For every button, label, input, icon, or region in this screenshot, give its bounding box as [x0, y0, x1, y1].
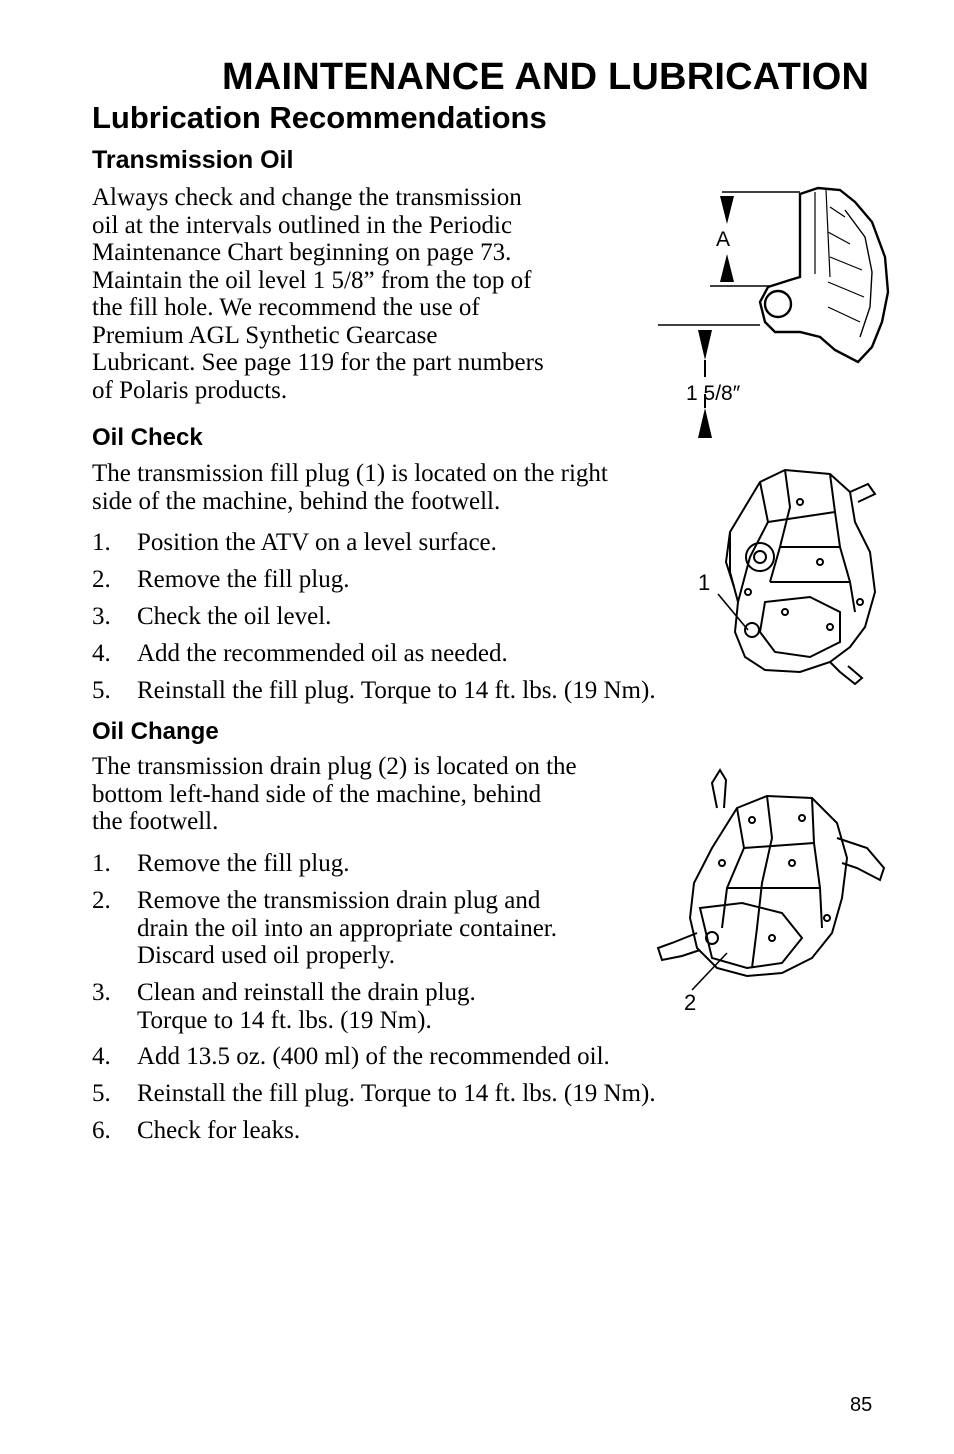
paragraph-line: side of the machine, behind the footwell.	[92, 487, 501, 515]
list-number: 5.	[92, 677, 111, 704]
list-text: Add the recommended oil as needed.	[137, 640, 508, 667]
oil-check-heading: Oil Check	[92, 424, 203, 451]
list-text-line: Discard used oil properly.	[137, 942, 396, 969]
list-number: 1.	[92, 850, 111, 877]
fill-hole	[765, 291, 791, 317]
list-number: 3.	[92, 603, 111, 630]
list-text: Add 13.5 oz. (400 ml) of the recommended oil.	[137, 1043, 610, 1070]
callout-1: 1	[698, 570, 711, 595]
chapter-title: MAINTENANCE AND LUBRICATION	[222, 56, 870, 98]
list-number: 2.	[92, 887, 111, 914]
list-text-line: Remove the transmission drain plug and	[137, 887, 541, 914]
list-text: Check for leaks.	[137, 1117, 301, 1144]
transmission-oil-paragraph	[92, 184, 544, 404]
paragraph-line: bottom left-hand side of the machine, behind	[92, 780, 542, 808]
oil-change-heading: Oil Change	[92, 718, 219, 745]
paragraph-line: The transmission fill plug (1) is located on the right	[92, 460, 608, 487]
list-text	[137, 887, 557, 970]
oil-change-paragraph	[92, 753, 577, 836]
paragraph-line: the fill hole. We recommend the use of	[92, 294, 480, 321]
paragraph-line: Maintenance Chart beginning on page 73.	[92, 239, 512, 266]
transmission-oil-heading: Transmission Oil	[92, 146, 294, 174]
list-number: 2.	[92, 566, 111, 593]
housing-outline	[760, 188, 888, 362]
list-text: Check the oil level.	[137, 603, 332, 630]
list-text	[137, 979, 476, 1034]
paragraph-line: the footwell.	[92, 808, 219, 835]
list-number: 1.	[92, 529, 111, 556]
list-number: 3.	[92, 979, 111, 1006]
label-measure: 1 5/8″	[686, 382, 741, 405]
section-title: Lubrication Recommendations	[92, 100, 547, 135]
list-text: Reinstall the fill plug. Torque to 14 ft. lbs. (19 Nm).	[137, 1080, 656, 1107]
callout-leader-line	[692, 953, 727, 990]
list-text-line: drain the oil into an appropriate container.	[137, 914, 557, 942]
label-a: A	[716, 228, 731, 251]
list-number: 4.	[92, 640, 111, 667]
paragraph-line: of Polaris products.	[92, 376, 288, 404]
paragraph-line: Lubricant. See page 119 for the part numbers	[92, 349, 544, 376]
paragraph-line: oil at the intervals outlined in the Periodic	[92, 211, 513, 239]
oil-check-paragraph	[92, 460, 608, 515]
transmission-left-side-figure	[652, 768, 892, 1018]
list-text: Remove the fill plug.	[137, 566, 350, 593]
list-number: 6.	[92, 1117, 111, 1144]
page-number: 85	[850, 1394, 873, 1416]
list-text-line: Clean and reinstall the drain plug.	[137, 979, 476, 1006]
paragraph-line: Always check and change the transmission	[92, 184, 522, 211]
list-number: 4.	[92, 1043, 111, 1070]
list-text: Position the ATV on a level surface.	[137, 529, 497, 556]
list-text: Reinstall the fill plug. Torque to 14 ft. lbs. (19 Nm).	[137, 677, 656, 704]
oil-level-diagram	[650, 182, 890, 444]
list-text: Remove the fill plug.	[137, 850, 350, 877]
paragraph-line: Maintain the oil level 1 5/8” from the top of	[92, 266, 532, 294]
callout-2: 2	[684, 990, 697, 1015]
list-number: 5.	[92, 1080, 111, 1107]
paragraph-line: Premium AGL Synthetic Gearcase	[92, 321, 438, 349]
housing-outline	[690, 796, 847, 976]
list-text-line: Torque to 14 ft. lbs. (19 Nm).	[137, 1006, 432, 1034]
transmission-right-side-figure	[690, 462, 890, 692]
callout-leader-line	[718, 594, 748, 630]
paragraph-line: The transmission drain plug (2) is located on the	[92, 753, 577, 780]
